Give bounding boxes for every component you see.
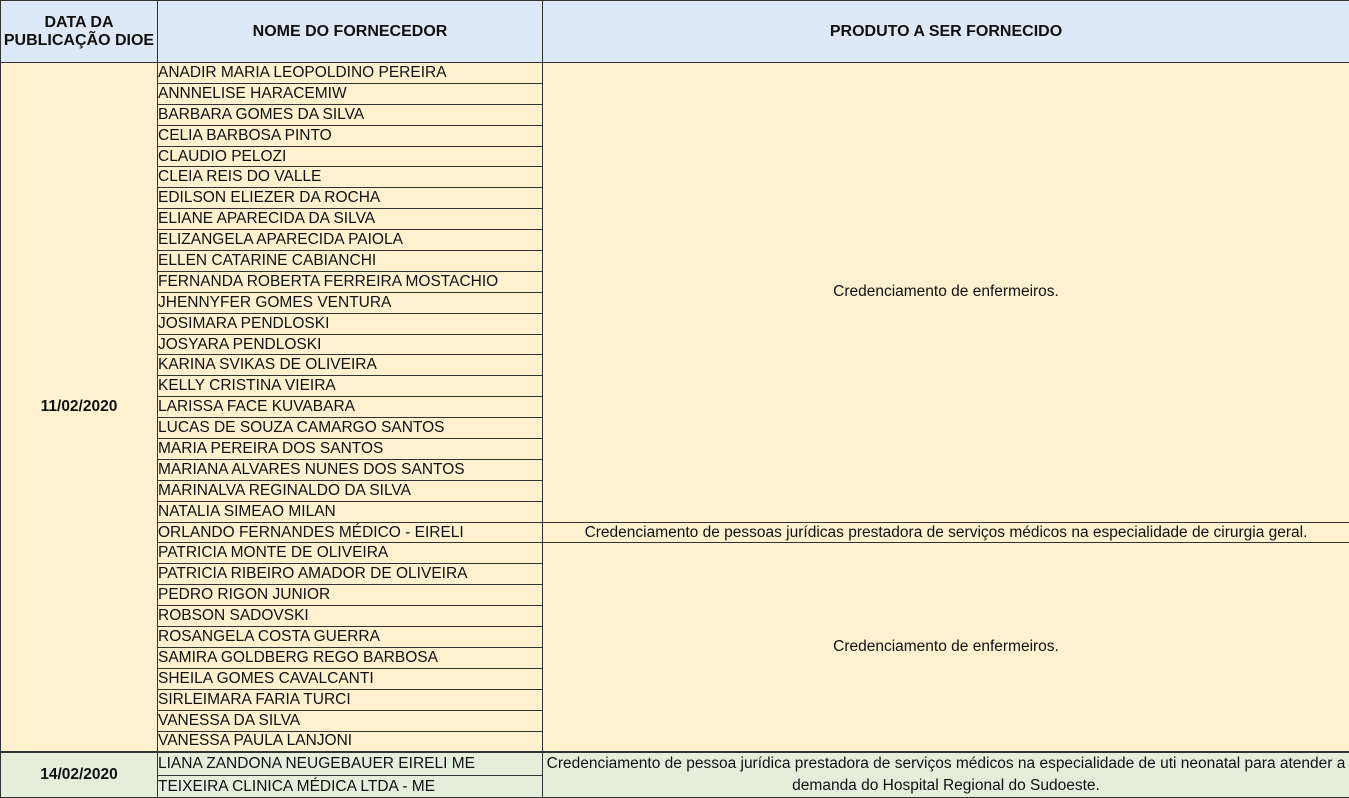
supplier-cell[interactable]: ROBSON SADOVSKI [158, 606, 543, 627]
supplier-cell[interactable]: NATALIA SIMEAO MILAN [158, 501, 543, 522]
supplier-cell[interactable]: ELLEN CATARINE CABIANCHI [158, 251, 543, 272]
supplier-cell[interactable]: LIANA ZANDONA NEUGEBAUER EIRELI ME [158, 752, 543, 775]
table-row [1, 543, 1349, 564]
product-cell[interactable]: Credenciamento de enfermeiros. [543, 63, 1349, 523]
supplier-cell[interactable]: SIRLEIMARA FARIA TURCI [158, 689, 543, 710]
header-product[interactable]: PRODUTO A SER FORNECIDO [543, 1, 1349, 63]
supplier-cell[interactable]: VANESSA DA SILVA [158, 710, 543, 731]
table-row [1, 63, 1349, 84]
date-cell[interactable]: 11/02/2020 [1, 63, 158, 753]
supplier-cell[interactable]: CLEIA REIS DO VALLE [158, 167, 543, 188]
supplier-cell[interactable]: JOSYARA PENDLOSKI [158, 334, 543, 355]
supplier-cell[interactable]: ELIANE APARECIDA DA SILVA [158, 209, 543, 230]
supplier-cell[interactable]: SAMIRA GOLDBERG REGO BARBOSA [158, 647, 543, 668]
supplier-cell[interactable]: MARIANA ALVARES NUNES DOS SANTOS [158, 459, 543, 480]
supplier-cell[interactable]: ANNNELISE HARACEMIW [158, 83, 543, 104]
supplier-cell[interactable]: PATRICIA MONTE DE OLIVEIRA [158, 543, 543, 564]
supplier-cell[interactable]: ANADIR MARIA LEOPOLDINO PEREIRA [158, 63, 543, 84]
supplier-cell[interactable]: PATRICIA RIBEIRO AMADOR DE OLIVEIRA [158, 564, 543, 585]
supplier-cell[interactable]: ORLANDO FERNANDES MÉDICO - EIRELI [158, 522, 543, 543]
table-row [1, 752, 1349, 775]
supplier-cell[interactable]: SHEILA GOMES CAVALCANTI [158, 668, 543, 689]
product-cell[interactable]: Credenciamento de enfermeiros. [543, 543, 1349, 752]
supplier-cell[interactable]: KELLY CRISTINA VIEIRA [158, 376, 543, 397]
supplier-cell[interactable]: MARIA PEREIRA DOS SANTOS [158, 439, 543, 460]
date-cell[interactable]: 14/02/2020 [1, 752, 158, 798]
supplier-cell[interactable]: CLAUDIO PELOZI [158, 146, 543, 167]
product-cell[interactable]: Credenciamento de pessoa jurídica prestadora de serviços médicos na especialidade de uti neonatal para atender a demanda do Hospital Regional do Sudoeste. [543, 752, 1349, 798]
supplier-cell[interactable]: ROSANGELA COSTA GUERRA [158, 627, 543, 648]
supplier-cell[interactable]: VANESSA PAULA LANJONI [158, 731, 543, 752]
product-cell[interactable]: Credenciamento de pessoas jurídicas prestadora de serviços médicos na especialidade de cirurgia geral. [543, 522, 1349, 543]
supplier-cell[interactable]: PEDRO RIGON JUNIOR [158, 585, 543, 606]
header-supplier[interactable]: NOME DO FORNECEDOR [158, 1, 543, 63]
supplier-cell[interactable]: LUCAS DE SOUZA CAMARGO SANTOS [158, 418, 543, 439]
supplier-cell[interactable]: EDILSON ELIEZER DA ROCHA [158, 188, 543, 209]
header-date[interactable]: DATA DA PUBLICAÇÃO DIOE [1, 1, 158, 63]
supplier-cell[interactable]: JHENNYFER GOMES VENTURA [158, 292, 543, 313]
supplier-cell[interactable]: JOSIMARA PENDLOSKI [158, 313, 543, 334]
supplier-cell[interactable]: FERNANDA ROBERTA FERREIRA MOSTACHIO [158, 271, 543, 292]
supplier-cell[interactable]: LARISSA FACE KUVABARA [158, 397, 543, 418]
supplier-cell[interactable]: BARBARA GOMES DA SILVA [158, 104, 543, 125]
supplier-cell[interactable]: CELIA BARBOSA PINTO [158, 125, 543, 146]
header-row [1, 1, 1349, 63]
supplier-cell[interactable]: TEIXEIRA CLINICA MÉDICA LTDA - ME [158, 775, 543, 797]
supplier-cell[interactable]: MARINALVA REGINALDO DA SILVA [158, 480, 543, 501]
supplier-cell[interactable]: KARINA SVIKAS DE OLIVEIRA [158, 355, 543, 376]
table-row [1, 522, 1349, 543]
supplier-cell[interactable]: ELIZANGELA APARECIDA PAIOLA [158, 230, 543, 251]
